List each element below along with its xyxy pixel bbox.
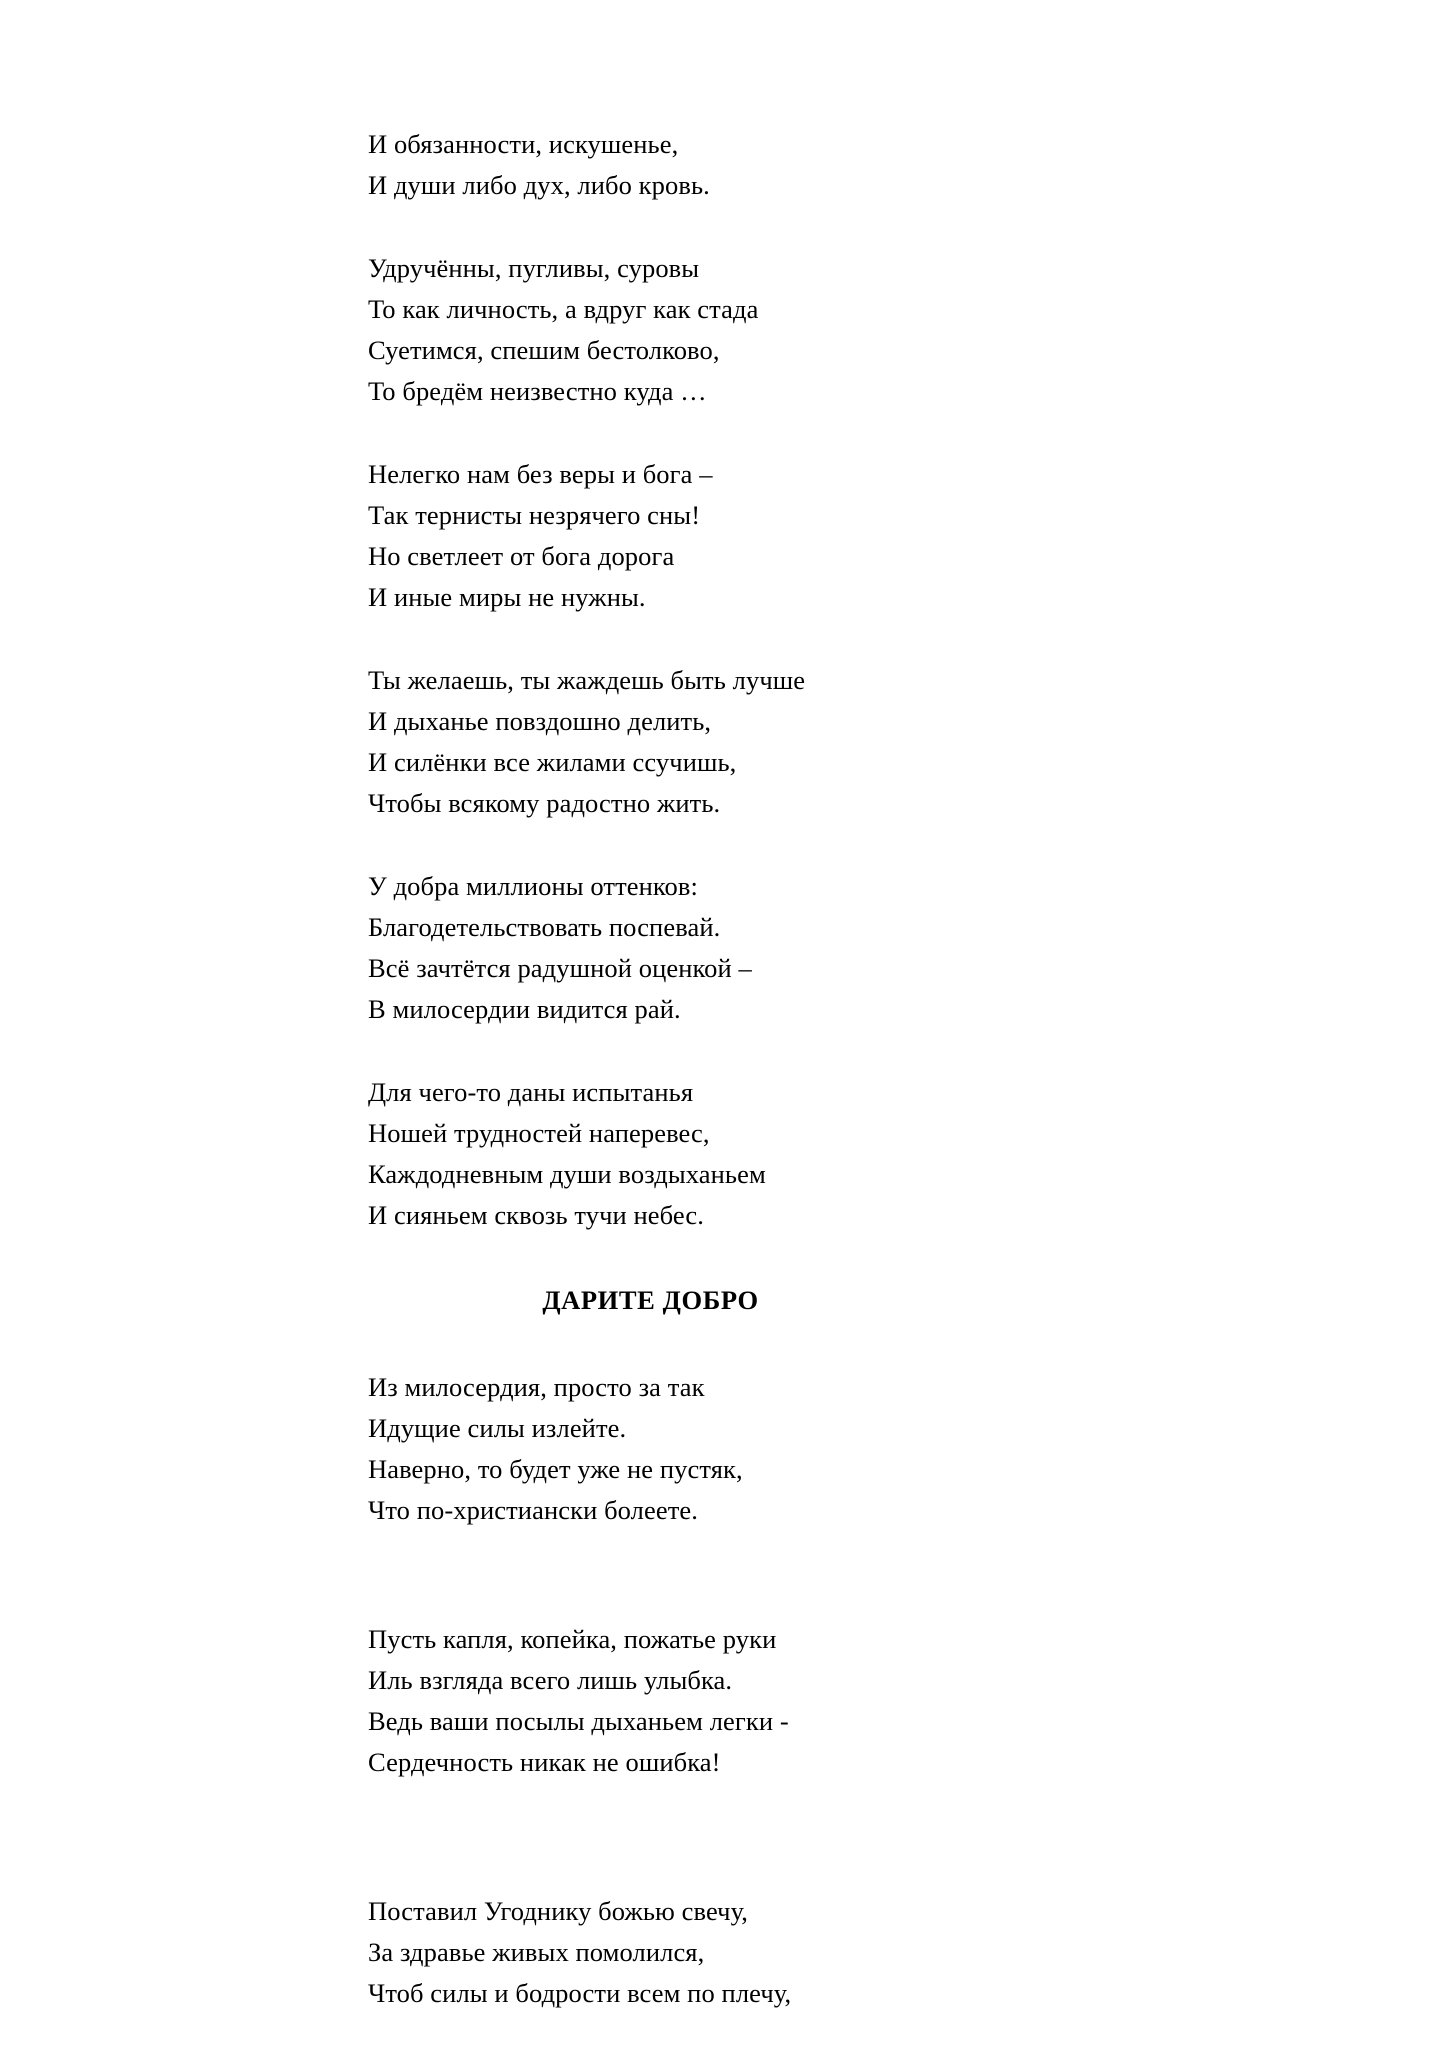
stanza <box>368 124 1068 206</box>
poem-line: Каждодневным души воздыханьем <box>368 1159 766 1189</box>
poem-line: И сияньем сквозь тучи небес. <box>368 1200 705 1230</box>
poem-text-column <box>368 124 1068 2056</box>
poem-line: И обязанности, искушенье, <box>368 129 679 159</box>
stanza <box>368 1367 1068 1531</box>
poem-line: Для чего-то даны испытанья <box>368 1077 694 1107</box>
poem-line: Нелегко нам без веры и бога – <box>368 459 713 489</box>
poem-line: Благодетельствовать поспевай. <box>368 912 721 942</box>
poem-line: Всё зачтётся радушной оценкой – <box>368 953 752 983</box>
poem-line: Сердечность никак не ошибка! <box>368 1747 721 1777</box>
poem-line: Иль взгляда всего лишь улыбка. <box>368 1665 733 1695</box>
stanza <box>368 1619 1068 1783</box>
poem-line: Чтоб силы и бодрости всем по плечу, <box>368 1978 792 2008</box>
poem-line: Удручённы, пугливы, суровы <box>368 253 700 283</box>
poem-line: За здравье живых помолился, <box>368 1937 705 1967</box>
poem-line: Так тернисты незрячего сны! <box>368 500 701 530</box>
stanza <box>368 454 1068 618</box>
poem-line: Из милосердия, просто за так <box>368 1372 705 1402</box>
stanza <box>368 660 1068 824</box>
poem-line: Суетимся, спешим бестолково, <box>368 335 720 365</box>
poem-line: То бредём неизвестно куда … <box>368 376 707 406</box>
poem-line: Что по-христиански болеете. <box>368 1495 698 1525</box>
stanza <box>368 866 1068 1030</box>
poem-line: Ведь ваши посылы дыханьем легки - <box>368 1706 789 1736</box>
poem-title: ДАРИТЕ ДОБРО <box>542 1285 759 1315</box>
poem-line: У добра миллионы оттенков: <box>368 871 698 901</box>
stanza <box>368 1891 1068 2014</box>
poem-line: И души либо дух, либо кровь. <box>368 170 710 200</box>
poem-line: Чтобы всякому радостно жить. <box>368 788 721 818</box>
poem-line: Ты желаешь, ты жаждешь быть лучше <box>368 665 806 695</box>
poem-line: Но светлеет от бога дорога <box>368 541 675 571</box>
stanza <box>368 248 1068 412</box>
poem-line: То как личность, а вдруг как стада <box>368 294 759 324</box>
stanza <box>368 1072 1068 1236</box>
poem-line: Пусть капля, копейка, пожатье руки <box>368 1624 777 1654</box>
poem-line: И дыханье повздошно делить, <box>368 706 712 736</box>
poem-line: Идущие силы излейте. <box>368 1413 627 1443</box>
poem-line: И силёнки все жилами ссучишь, <box>368 747 737 777</box>
poem-line: Наверно, то будет уже не пустяк, <box>368 1454 743 1484</box>
poem-line: В милосердии видится рай. <box>368 994 681 1024</box>
poem-line: Ношей трудностей наперевес, <box>368 1118 710 1148</box>
poem-line: Поставил Угоднику божью свечу, <box>368 1896 749 1926</box>
poem-line: И иные миры не нужны. <box>368 582 646 612</box>
